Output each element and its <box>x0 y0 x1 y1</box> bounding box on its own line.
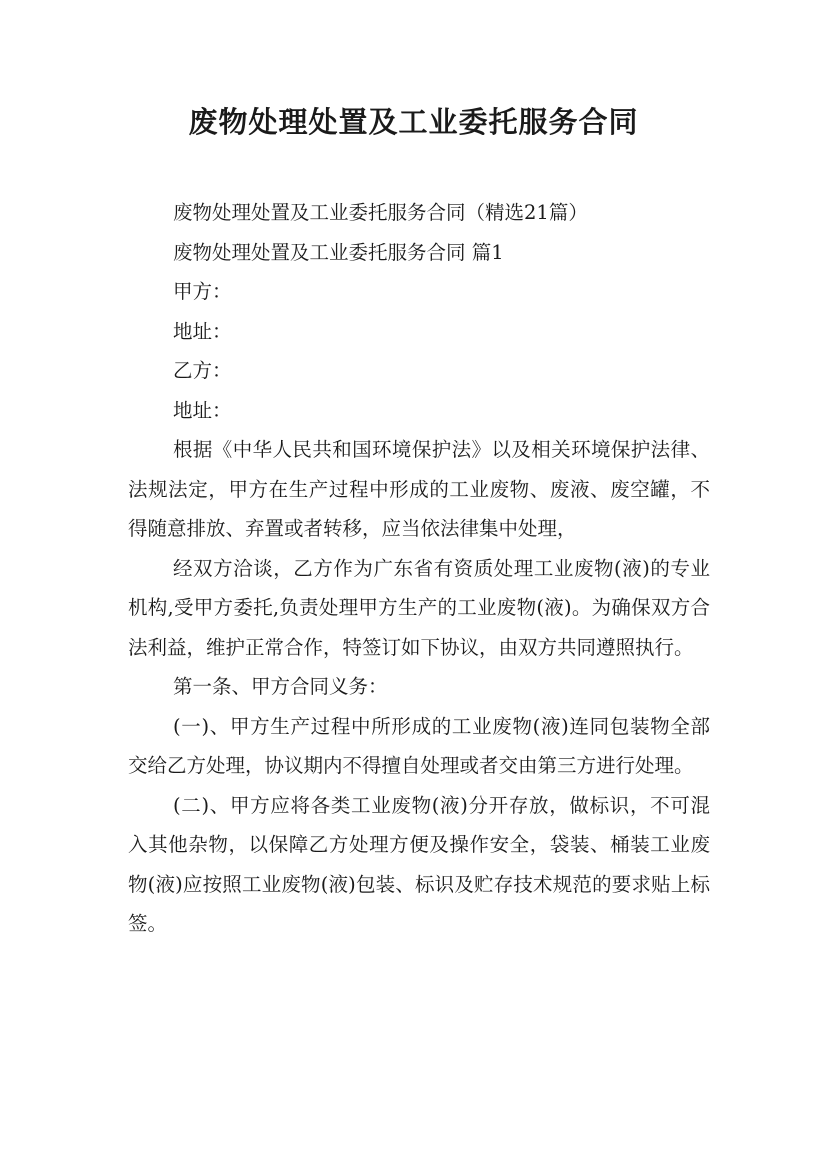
paragraph-agreement: 经双方洽谈，乙方作为广东省有资质处理工业废物(液)的专业机构,受甲方委托,负责处理甲方生产的工业废物(液)。为确保双方合法利益，维护正常合作，特签订如下协议，由双方共同遵照执行。 <box>128 556 710 659</box>
document-title: 废物处理处置及工业委托服务合同 <box>188 105 639 139</box>
party-a-address-label: 地址： <box>173 319 232 343</box>
document-body <box>128 193 710 944</box>
party-b-label: 乙方： <box>173 359 232 382</box>
article-1-item-1: (一)、甲方生产过程中所形成的工业废物(液)连同包装物全部交给乙方处理，协议期内不得擅自处理或者交由第三方进行处理。 <box>128 714 710 777</box>
party-b-address-label: 地址： <box>173 398 232 422</box>
section-heading: 废物处理处置及工业委托服务合同 篇1 <box>173 240 504 264</box>
article-1-item-2: (二)、甲方应将各类工业废物(液)分开存放，做标识，不可混入其他杂物，以保障乙方处理方便及操作安全，袋装、桶装工业废物(液)应按照工业废物(液)包装、标识及贮存技术规范的要求贴上标签。 <box>128 793 710 935</box>
paragraph-legal-basis: 根据《中华人民共和国环境保护法》以及相关环境保护法律、法规法定，甲方在生产过程中形成的工业废物、废液、废空罐，不得随意排放、弃置或者转移，应当依法律集中处理， <box>128 438 710 540</box>
article-1-heading: 第一条、甲方合同义务： <box>173 675 388 698</box>
document-subtitle: 废物处理处置及工业委托服务合同（精选21篇） <box>173 201 588 224</box>
party-a-label: 甲方： <box>173 280 232 303</box>
